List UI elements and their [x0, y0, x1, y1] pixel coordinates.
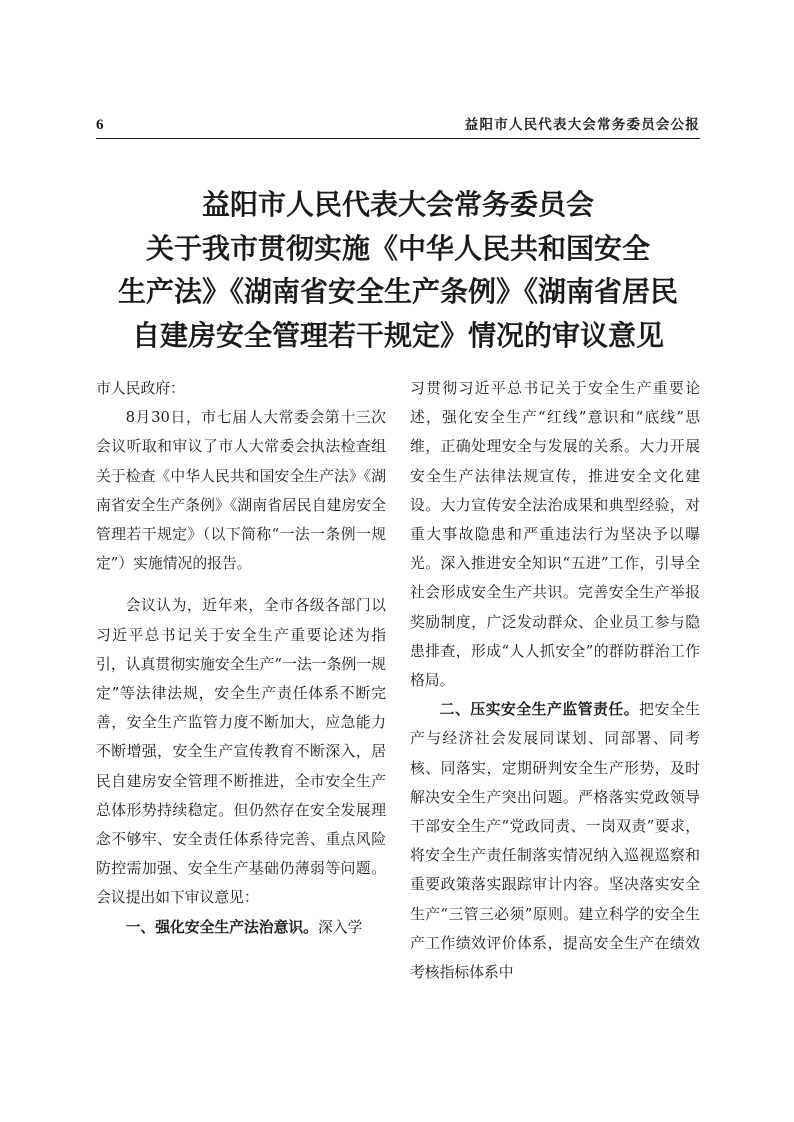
section-1-continued: 习贯彻习近平总书记关于安全生产重要论述，强化安全生产“红线”意识和“底线”思维，正确处理安全与发展的关系。大力开展安全生产法律法规宣传，推进安全文化建设。大力宣传安全法治成果和典型经验，对重大事故隐患和严重违法行为坚决予以曝光。深入推进安全知识“五进”工作，引导全社会形成安全生产共识。完善安全生产举报奖励制度，广泛发动群众、企业员工参与隐患排查，形成“人人抓安全”的群防群治工作格局。 [410, 380, 700, 690]
page-header [96, 114, 700, 140]
salutation: 市人民政府： [96, 380, 185, 397]
title-line-1: 益阳市人民代表大会常务委员会 [201, 188, 594, 221]
title-line-4: 自建房安全管理若干规定》情况的审议意见 [131, 318, 664, 352]
paragraph-meeting-intro: 8月30日，市七届人大常委会第十三次会议听取和审议了市人大常委会执法检查组关于检查《中华人民共和国安全生产法》《湖南省安全生产条例》《湖南省居民自建房安全管理若干规定》（以下简称“一法一条例一规定”）实施情况的报告。 [96, 409, 386, 573]
section-1-text-start: 深入学 [317, 918, 363, 936]
header-divider [96, 138, 700, 139]
section-2-heading: 二、压实安全生产监管责任。 [439, 701, 640, 719]
section-1-heading: 一、强化安全生产法治意识。 [125, 918, 318, 936]
document-title [96, 183, 700, 357]
section-1-start [96, 913, 386, 942]
page-number: 6 [96, 117, 104, 133]
section-2-text: 把安全生产与经济社会发展同谋划、同部署、同考核、同落实，定期研判安全生产形势，及时解决安全生产突出问题。严格落实党政领导干部安全生产“党政同责、一岗双责”要求，将安全生产责任制落实情况纳入巡视巡察和重要政策落实跟踪审计内容。坚决落实安全生产“三管三必须”原则。建立科学的安全生产工作绩效评价体系，提高安全生产在绩效考核指标体系中 [410, 701, 700, 982]
paragraph-meeting-view: 会议认为，近年来，全市各级各部门以习近平总书记关于安全生产重要论述为指引，认真贯彻实施安全生产“一法一条例一规定”等法律法规，安全生产责任体系不断完善，安全生产监管力度不断加大，应急能力不断增强，安全生产宣传教育不断深入，居民自建房安全管理不断推进，全市安全生产总体形势持续稳定。但仍然存在安全发展理念不够牢、安全责任体系待完善、重点风险防控需加强、安全生产基础仍薄弱等问题。会议提出如下审议意见： [96, 597, 386, 907]
section-2 [410, 695, 700, 987]
left-column [96, 374, 386, 942]
journal-title: 益阳市人民代表大会常务委员会公报 [464, 117, 700, 133]
title-line-2: 关于我市贯彻实施《中华人民共和国安全 [145, 231, 650, 265]
right-column [410, 374, 700, 987]
title-line-3: 生产法》《湖南省安全生产条例》《湖南省居民 [117, 275, 678, 308]
